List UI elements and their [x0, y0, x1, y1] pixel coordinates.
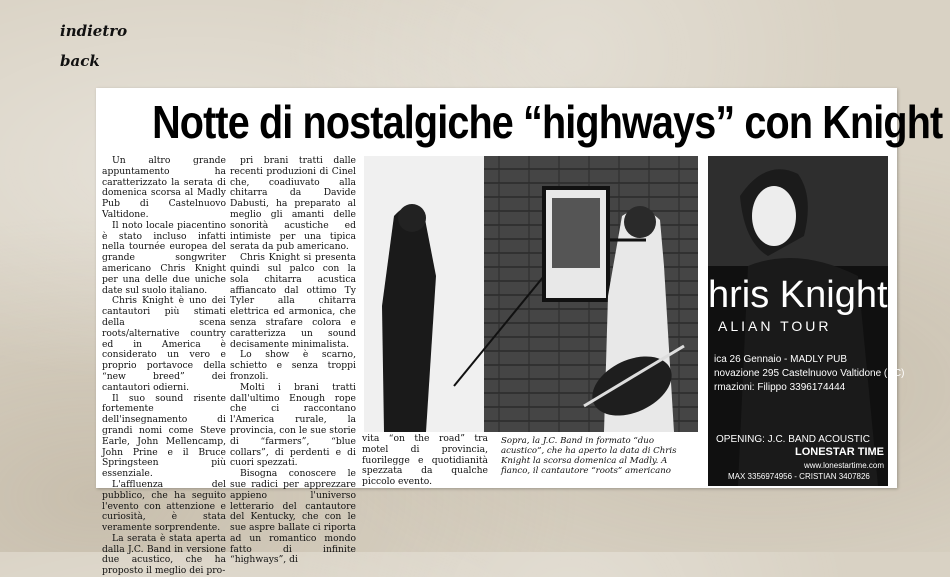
article-paragraph: Chris Knight è uno dei cantautori più stimati della scena roots/alternative country ed in America è considerato un vero e proprio portavoce della “new breed” dei cantautori odierni. [102, 295, 226, 393]
band-photo-image [364, 156, 698, 432]
article-paragraph: Molti i brani tratti dall'ultimo Enough rope che ci raccontano l'America rurale, la provincia, con le sue storie di “farmers”, “blue collars”, di perdenti e di cuori spezzati. [230, 381, 356, 469]
article-paragraph: pri brani tratti dalle recenti produzioni di Cinel che, coadiuvato alla chitarra da Davide Dabusti, ha preparato al meglio gli amanti delle sonorità acustiche ed intimiste per una tipica serata da pub americano. [230, 155, 356, 253]
article-paragraph: La serata è stata aperta dalla J.C. Band in versione due acustico, che ha proposto il meglio dei pro- [102, 532, 226, 577]
concert-poster [708, 156, 905, 486]
article-paragraph: Un altro grande appuntamento ha caratterizzato la serata di domenica scorsa al Madly Pub di Castelnuovo Valtidone. [102, 155, 226, 220]
poster-subtitle: ALIAN TOUR [718, 318, 832, 334]
article-paragraph: Bisogna conoscere le sue radici per apprezzare appieno l'universo letterario del cantautore del Kentucky, che con le sue aspre ballate ci riporta ad un romantico mondo fatto di infinite “highways”, di [230, 468, 356, 566]
article-column-1 [102, 155, 226, 577]
band-photo [364, 156, 698, 432]
newspaper-clipping [96, 88, 943, 577]
poster-contacts: MAX 3356974956 - CRISTIAN 3407826 [728, 472, 870, 481]
article-paragraph: vita “on the road” tra motel di provincia, fuorilegge e quotidianità spezzata da qualche piccolo evento. [362, 433, 488, 488]
poster-info-line: rmazioni: Filippo 3396174444 [714, 382, 846, 393]
poster-date-line: ica 26 Gennaio - MADLY PUB [714, 354, 848, 365]
poster-address-line: novazione 295 Castelnuovo Valtidone (PC) [714, 368, 905, 379]
article-column-2 [230, 155, 356, 566]
article-paragraph: Il noto locale piacentino è stato incluso infatti nella tournée europea del grande songwriter americano Chris Knight per una delle due uniche date sul suolo italiano. [102, 219, 226, 296]
poster-logo: LONESTAR TIME [794, 446, 884, 458]
photo-caption: Sopra, la J.C. Band in formato “duo acustico”, che ha aperto la data di Chris Knight la scorsa domenica al Madly. A fianco, il cantautore “roots” americano [501, 436, 677, 476]
article-column-3 [362, 434, 488, 488]
poster-opening-act: OPENING: J.C. BAND ACOUSTIC [716, 434, 870, 445]
back-link-italian[interactable]: indietro [60, 22, 128, 40]
article-headline: Notte di nostalgiche “highways” con Knight [152, 96, 943, 148]
article-paragraph: Il suo sound risente fortemente dell'insegnamento di grandi nomi come Steve Earle, John Mellencamp, John Prine e il Bruce Springsteen più essenziale. [102, 392, 226, 480]
poster-url: www.lonestartime.com [803, 461, 884, 470]
article-paragraph: Lo show è scarno, schietto e senza troppi fronzoli. [230, 349, 356, 382]
article-paragraph: Chris Knight si presenta quindi sul palco con la sola chitarra acustica affiancato dal ottimo Ty Tyler alla chitarra elettrica ed armonica, che senza strafare colora e caratterizza un sound decisamente minimalista. [230, 252, 356, 350]
article-paragraph: L'affluenza del pubblico, che ha seguito l'evento con attenzione e curiosità, è stata veramente sorprendente. [102, 478, 226, 534]
poster-title: hris Knight [708, 274, 888, 316]
back-link-english[interactable]: back [60, 52, 100, 70]
